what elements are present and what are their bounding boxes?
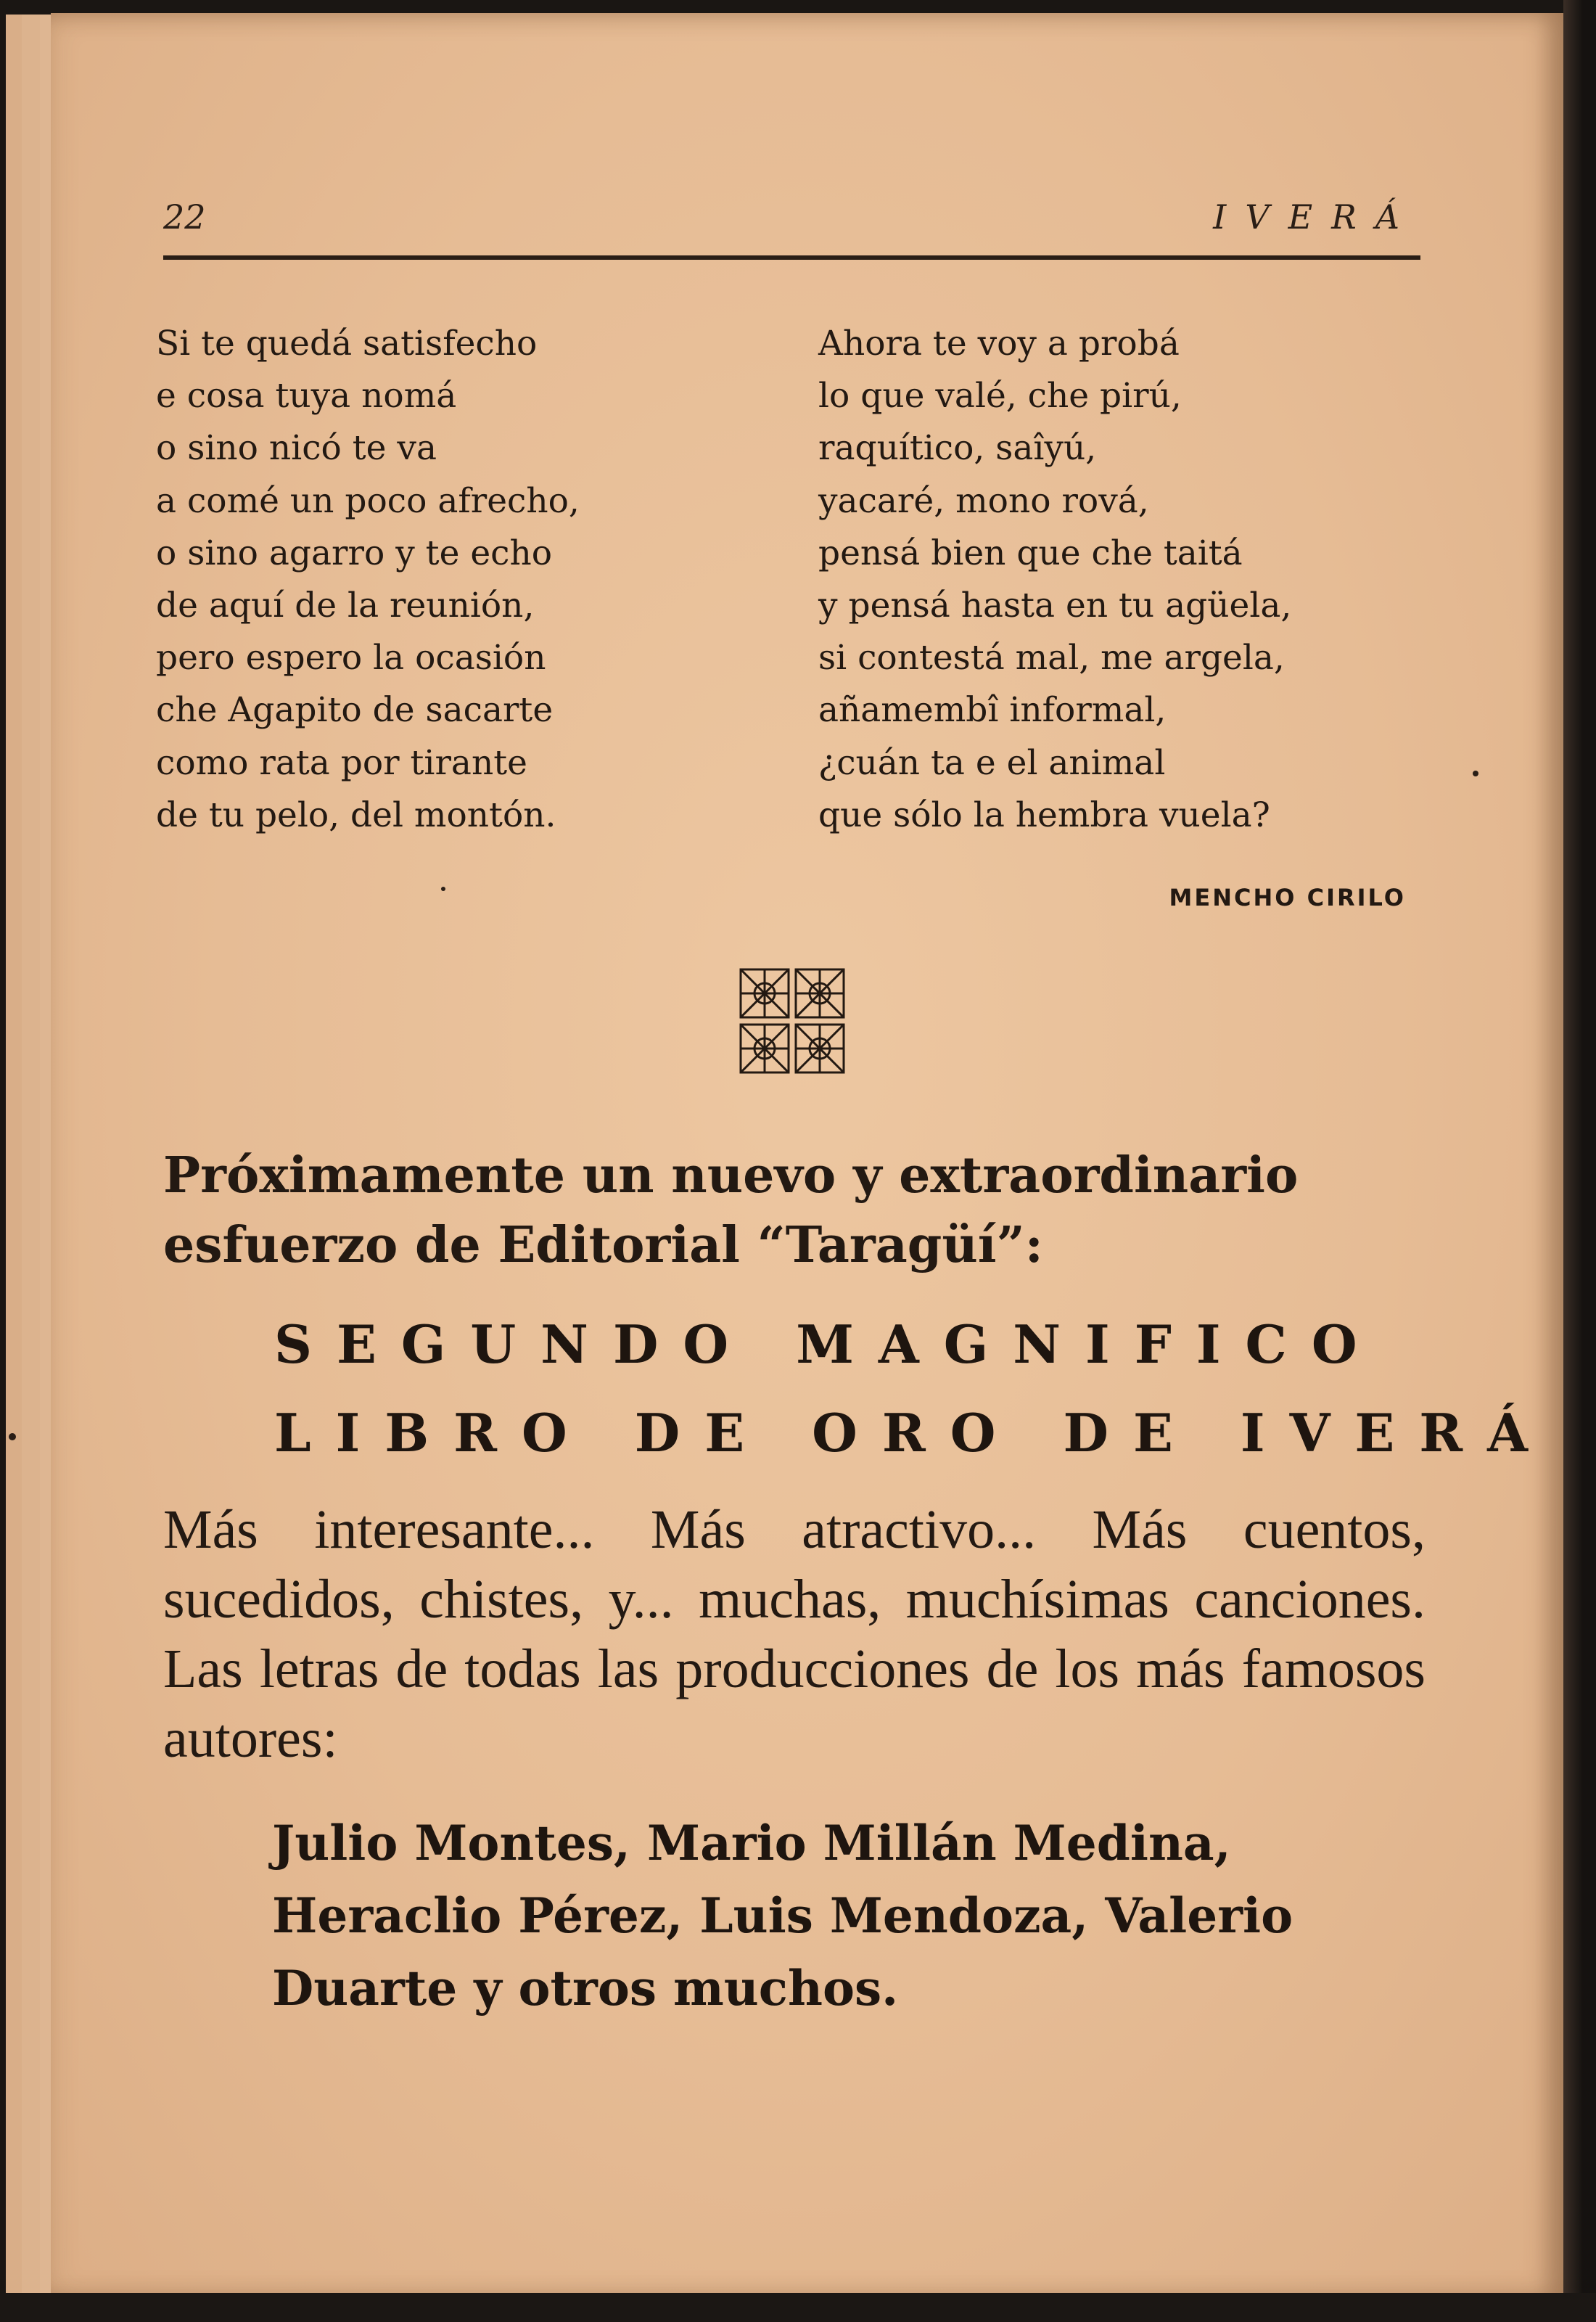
verse-line: e cosa tuya nomá bbox=[156, 376, 457, 417]
verse-line: que sólo la hembra vuela? bbox=[818, 795, 1270, 835]
ornament-tile bbox=[796, 969, 844, 1017]
running-title: IVERÁ bbox=[1213, 197, 1418, 237]
scan-border bbox=[0, 2293, 1596, 2322]
verse-line: como rata por tirante bbox=[156, 742, 527, 783]
book-title-line: LIBRO DE ORO DE IVERÁ bbox=[274, 1402, 1553, 1464]
verse-line: y pensá hasta en tu agüela, bbox=[818, 586, 1292, 626]
announcement-description: Más interesante... Más atractivo... Más cuentos, sucedidos, chistes, y... muchas, muchísimas canciones. Las letras de todas las producciones de los más famosos autores: bbox=[163, 1499, 1426, 1769]
ornament-tile bbox=[741, 969, 789, 1017]
verse-line: Si te quedá satisfecho bbox=[156, 324, 538, 364]
page-header bbox=[163, 190, 1418, 263]
verse-line: che Agapito de sacarte bbox=[156, 690, 554, 731]
header-rule bbox=[163, 255, 1420, 260]
ornament-icon bbox=[738, 967, 847, 1075]
page-number: 22 bbox=[163, 197, 206, 237]
verse-line: pensá bien que che taitá bbox=[818, 533, 1243, 573]
verse-line: lo que valé, che pirú, bbox=[818, 376, 1182, 417]
verse-line: si contestá mal, me argela, bbox=[818, 638, 1285, 678]
verse-line: Ahora te voy a probá bbox=[818, 324, 1180, 364]
verse-line: pero espero la ocasión bbox=[156, 638, 546, 678]
book-title-line: SEGUNDO MAGNIFICO bbox=[274, 1313, 1382, 1375]
poem-author: MENCHO CIRILO bbox=[1169, 884, 1406, 911]
verse-line: a comé un poco afrecho, bbox=[156, 480, 580, 521]
verse-line: ¿cuán ta e el animal bbox=[818, 742, 1166, 783]
ink-spot bbox=[1473, 771, 1478, 776]
poem-stanza-right bbox=[818, 318, 1413, 842]
verse-line: raquítico, saîyú, bbox=[818, 428, 1097, 469]
announcement-intro: Próximamente un nuevo y extraordinario esfuerzo de Editorial “Taragüí”: bbox=[163, 1146, 1299, 1274]
ornament-tile bbox=[741, 1025, 789, 1072]
verse-line: de aquí de la reunión, bbox=[156, 586, 535, 626]
verse-line: de tu pelo, del montón. bbox=[156, 795, 556, 835]
verse-line: o sino agarro y te echo bbox=[156, 533, 553, 573]
verse-line: añamembî informal, bbox=[818, 690, 1167, 731]
ornament-tile bbox=[796, 1025, 844, 1072]
book-spine bbox=[1563, 0, 1596, 2322]
author-list: Julio Montes, Mario Millán Medina, Heraclio Pérez, Luis Mendoza, Valerio Duarte y otros muchos. bbox=[272, 1815, 1293, 2017]
poem-stanza-left bbox=[156, 318, 751, 842]
verse-line: yacaré, mono rová, bbox=[818, 480, 1149, 521]
verse-line: o sino nicó te va bbox=[156, 428, 437, 469]
ink-spot bbox=[441, 887, 445, 891]
ink-spot bbox=[9, 1433, 16, 1440]
